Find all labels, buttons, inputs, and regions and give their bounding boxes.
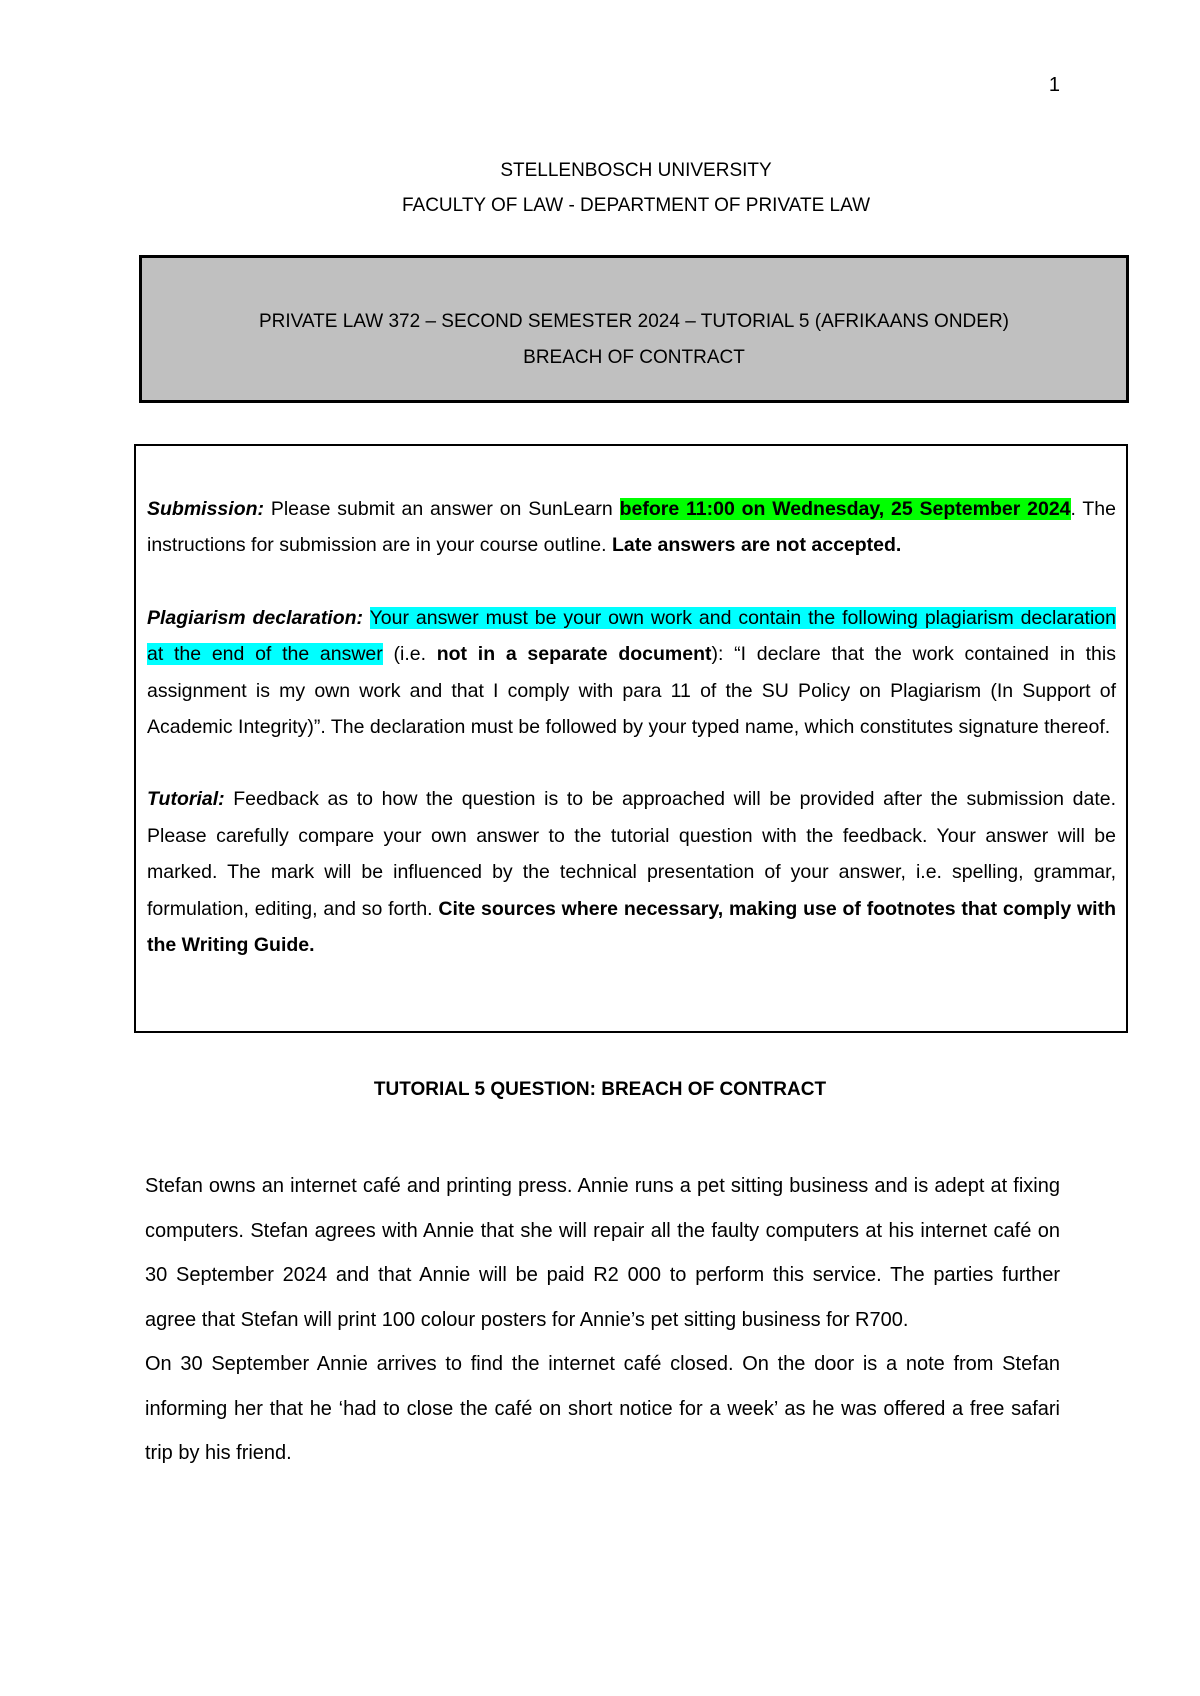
tutorial-paragraph bbox=[147, 781, 1116, 963]
submission-text: Please submit an answer on SunLearn bbox=[264, 498, 620, 520]
faculty-name: FACULTY OF LAW - DEPARTMENT OF PRIVATE LAW bbox=[401, 195, 871, 216]
plagiarism-declaration: ): “I declare that the work contained in this assignment is my own work and that I comply with para 11 of the SU Policy on Plagiarism (In Support of Academic Integrity)”. The declaration must be followed by your typed name, which constitutes signature thereof. bbox=[147, 643, 1116, 739]
tutorial-text: Feedback as to how the question is to be approached will be provided after the submission date. Please carefully compare your own answer to the tutorial question with the feedback. Your answer will be marked. The mark will be influenced by the technical presentation of your answer, i.e. spelling, grammar, formulation, editing, and so forth. bbox=[147, 788, 1116, 920]
plagiarism-requirement: Your answer must be your own work and contain the following plagiarism declaration at the end of the answer bbox=[147, 606, 1116, 666]
page-number: 1 bbox=[1048, 74, 1060, 96]
plagiarism-paragraph bbox=[147, 600, 1116, 746]
course-title-box bbox=[139, 255, 1129, 403]
question-paragraph-2: On 30 September Annie arrives to find the internet café closed. On the door is a note from Stefan informing her that he ‘had to close the café on short notice for a week’ as he was offered a free safari trip by his friend. bbox=[145, 1353, 1060, 1464]
submission-deadline: before 11:00 on Wednesday, 25 September 2024 bbox=[619, 498, 1071, 520]
instructions-box bbox=[134, 444, 1128, 1033]
question-body bbox=[145, 1164, 1060, 1476]
question-heading: TUTORIAL 5 QUESTION: BREACH OF CONTRACT bbox=[373, 1079, 827, 1100]
tutorial-citation-note: Cite sources where necessary, making use of footnotes that comply with the Writing Guide. bbox=[147, 897, 1116, 957]
submission-label: Submission: bbox=[147, 498, 265, 520]
document-header bbox=[0, 153, 1200, 223]
plagiarism-text: (i.e. bbox=[382, 643, 437, 666]
university-name: STELLENBOSCH UNIVERSITY bbox=[500, 160, 772, 181]
question-paragraph-1: Stefan owns an internet café and printing press. Annie runs a pet sitting business and is adept at fixing computers. Stefan agrees with Annie that she will repair all the faulty computers at his internet café on 30 September 2024 and that Annie will be paid R2 000 to perform this service. The parties further agree that Stefan will print 100 colour posters for Annie’s pet sitting business for R700. bbox=[145, 1175, 1060, 1331]
course-subtitle: BREACH OF CONTRACT bbox=[523, 347, 745, 368]
late-answers-note: Late answers are not accepted. bbox=[611, 534, 902, 557]
plagiarism-label: Plagiarism declaration: bbox=[147, 606, 364, 629]
course-title: PRIVATE LAW 372 – SECOND SEMESTER 2024 – TUTORIAL 5 (AFRIKAANS ONDER) bbox=[258, 311, 1009, 332]
plagiarism-bold: not in a separate document bbox=[436, 643, 712, 666]
submission-text-2: . The instructions for submission are in your course outline. bbox=[147, 498, 1116, 557]
tutorial-label: Tutorial: bbox=[147, 788, 225, 811]
submission-paragraph bbox=[147, 491, 1116, 564]
